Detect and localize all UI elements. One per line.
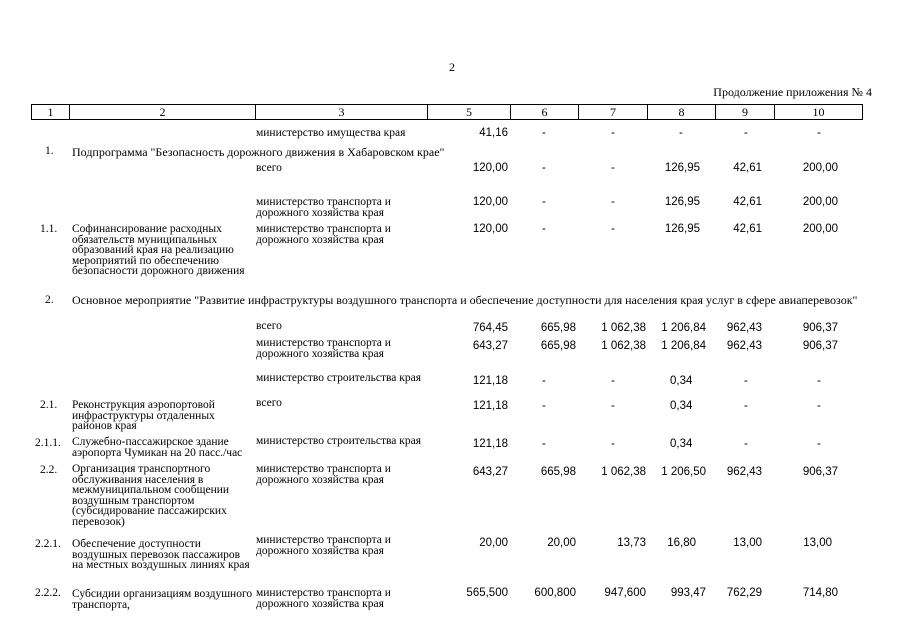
value-col-6: 665,98 <box>540 340 576 352</box>
value-col-8: 126,95 <box>664 196 700 208</box>
row-number: 2.2. <box>40 464 58 476</box>
value-col-10: 906,37 <box>802 466 838 478</box>
value-col-7: - <box>611 375 615 387</box>
measure-name: Субсидии организациям воздушного транспорта, <box>72 588 253 611</box>
value-col-5: 20,00 <box>479 537 508 549</box>
row-number: 2.2.1. <box>35 538 61 550</box>
row-number: 2.1.1. <box>35 437 61 449</box>
value-col-5: 764,45 <box>472 322 508 334</box>
header-col-3: 3 <box>256 105 428 120</box>
measure-name: Организация транспортного обслуживания населения в межмуниципальном сообщении воздушным транспортом (субсидирование пассажирских перевозок) <box>72 463 230 528</box>
value-col-10: - <box>817 127 821 139</box>
value-col-8: 1 206,84 <box>661 340 706 352</box>
value-col-10: - <box>817 438 821 450</box>
value-col-10: 200,00 <box>802 162 838 174</box>
value-col-9: 762,29 <box>726 587 762 599</box>
value-col-10: - <box>817 375 821 387</box>
header-col-1: 1 <box>32 105 70 120</box>
executor: министерство транспорта и дорожного хозяйства края <box>256 337 391 360</box>
section-title: Подпрограмма "Безопасность дорожного движения в Хабаровском крае" <box>72 145 445 159</box>
value-col-10: 200,00 <box>802 223 838 235</box>
value-col-6: - <box>542 400 546 412</box>
value-col-5: 120,00 <box>472 196 508 208</box>
value-col-5: 121,18 <box>472 400 508 412</box>
measure-name: Софинансирование расходных обязательств муниципальных образований края на реализацию мероприятий по обеспечению безопасности дорожного движения <box>72 223 245 278</box>
value-col-5: 121,18 <box>472 438 508 450</box>
value-col-6: - <box>542 127 546 139</box>
value-col-9: - <box>744 438 748 450</box>
value-col-9: 962,43 <box>726 466 762 478</box>
value-col-7: - <box>611 223 615 235</box>
value-col-8: 16,80 <box>667 537 696 549</box>
row-number: 2.1. <box>40 399 58 411</box>
executor: министерство строительства края <box>256 372 421 384</box>
value-col-7: - <box>611 127 615 139</box>
value-col-9: - <box>744 400 748 412</box>
header-col-5: 5 <box>428 105 511 120</box>
value-col-9: 962,43 <box>726 340 762 352</box>
executor: министерство транспорта и дорожного хозяйства края <box>256 223 391 246</box>
header-col-7: 7 <box>579 105 648 120</box>
value-col-9: 42,61 <box>733 196 762 208</box>
value-col-6: - <box>542 223 546 235</box>
value-col-9: - <box>744 375 748 387</box>
value-col-8: 1 206,84 <box>661 322 706 334</box>
value-col-6: 665,98 <box>540 466 576 478</box>
executor: министерство транспорта и дорожного хозяйства края <box>256 463 391 486</box>
value-col-9: - <box>744 127 748 139</box>
value-col-8: 0,34 <box>670 400 693 412</box>
value-col-5: 565,500 <box>466 587 508 599</box>
value-col-10: 906,37 <box>802 322 838 334</box>
value-col-6: - <box>542 375 546 387</box>
executor: министерство строительства края <box>256 435 421 447</box>
value-col-7: 13,73 <box>617 537 646 549</box>
value-col-7: - <box>611 196 615 208</box>
value-col-8: 126,95 <box>664 162 700 174</box>
measure-name: Реконструкция аэропортовой инфраструктуры отдаленных районов края <box>72 399 215 433</box>
section-title: Основное мероприятие "Развитие инфраструктуры воздушного транспорта и обеспечение доступности для населения края услуг в сфере авиаперевозок" <box>72 293 858 307</box>
header-col-2: 2 <box>70 105 256 120</box>
value-col-8: - <box>679 127 683 139</box>
value-col-6: 20,00 <box>547 537 576 549</box>
column-header-row <box>31 104 863 120</box>
executor: министерство транспорта и дорожного хозяйства края <box>256 587 391 610</box>
value-col-10: 200,00 <box>802 196 838 208</box>
executor: министерство транспорта и дорожного хозяйства края <box>256 534 391 557</box>
value-col-7: - <box>611 438 615 450</box>
row-number: 2. <box>45 294 54 306</box>
value-col-7: - <box>611 162 615 174</box>
header-col-6: 6 <box>511 105 579 120</box>
value-col-9: 962,43 <box>726 322 762 334</box>
executor: министерство имущества края <box>256 127 406 139</box>
value-col-10: 906,37 <box>802 340 838 352</box>
value-col-6: 665,98 <box>540 322 576 334</box>
row-number: 1.1. <box>40 223 58 235</box>
value-col-7: - <box>611 400 615 412</box>
value-col-10: 714,80 <box>802 587 838 599</box>
executor: всего <box>256 162 282 174</box>
page-number: 2 <box>449 60 455 74</box>
value-col-8: 0,34 <box>670 375 693 387</box>
value-col-8: 1 206,50 <box>661 466 706 478</box>
measure-name: Обеспечение доступности воздушных перевозок пассажиров на местных воздушных линиях края <box>72 538 250 572</box>
value-col-5: 120,00 <box>472 223 508 235</box>
header-col-8: 8 <box>648 105 716 120</box>
value-col-5: 120,00 <box>472 162 508 174</box>
continuation-label: Продолжение приложения № 4 <box>713 85 872 99</box>
executor: всего <box>256 320 282 332</box>
measure-name: Служебно-пассажирское здание аэропорта Чумикан на 20 пасс./час <box>72 436 243 459</box>
value-col-10: 13,00 <box>803 537 832 549</box>
value-col-7: 1 062,38 <box>601 322 646 334</box>
executor: всего <box>256 397 282 409</box>
value-col-9: 42,61 <box>733 223 762 235</box>
row-number: 1. <box>45 145 54 157</box>
value-col-5: 121,18 <box>472 375 508 387</box>
header-col-9: 9 <box>716 105 775 120</box>
value-col-8: 126,95 <box>664 223 700 235</box>
value-col-8: 993,47 <box>670 587 706 599</box>
value-col-6: - <box>542 162 546 174</box>
value-col-10: - <box>817 400 821 412</box>
value-col-6: 600,800 <box>534 587 576 599</box>
header-col-10: 10 <box>775 105 863 120</box>
row-number: 2.2.2. <box>35 587 61 599</box>
value-col-5: 643,27 <box>472 340 508 352</box>
value-col-7: 1 062,38 <box>601 466 646 478</box>
value-col-7: 1 062,38 <box>601 340 646 352</box>
value-col-7: 947,600 <box>604 587 646 599</box>
value-col-8: 0,34 <box>670 438 693 450</box>
value-col-5: 41,16 <box>479 127 508 139</box>
value-col-9: 42,61 <box>733 162 762 174</box>
value-col-6: - <box>542 196 546 208</box>
value-col-5: 643,27 <box>472 466 508 478</box>
value-col-6: - <box>542 438 546 450</box>
value-col-9: 13,00 <box>733 537 762 549</box>
executor: министерство транспорта и дорожного хозяйства края <box>256 196 391 219</box>
